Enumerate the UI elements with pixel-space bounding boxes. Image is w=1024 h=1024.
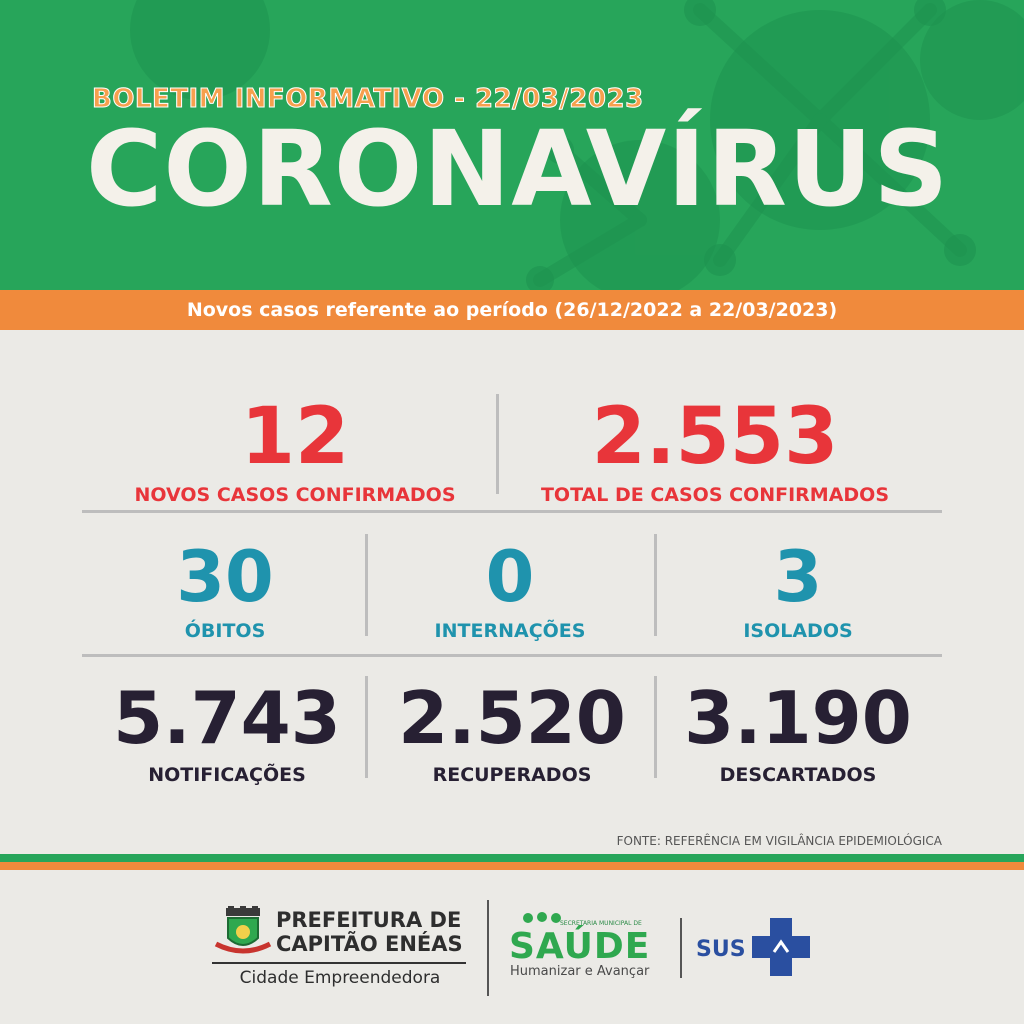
divider	[654, 676, 657, 778]
stat-label: NOVOS CASOS CONFIRMADOS	[134, 484, 456, 506]
coat-of-arms-icon	[214, 906, 272, 958]
stat-label: RECUPERADOS	[432, 764, 592, 786]
prefeitura-name	[276, 908, 463, 956]
stat-notifications	[98, 676, 356, 786]
saude-logo-text: SAÚDE	[509, 926, 651, 967]
stat-value: 30	[176, 536, 274, 618]
stat-value: 5.743	[113, 676, 341, 760]
green-stripe	[0, 854, 1024, 862]
stat-label: INTERNAÇÕES	[434, 620, 586, 642]
stat-deaths	[100, 536, 350, 642]
stat-value: 0	[485, 536, 535, 618]
orange-stripe	[0, 862, 1024, 870]
sus-logo-text: SUS	[696, 937, 746, 962]
stat-label: NOTIFICAÇÕES	[148, 764, 306, 786]
bulletin-heading: BOLETIM INFORMATIVO - 22/03/2023	[92, 84, 644, 114]
prefeitura-line2: CAPITÃO ENÉAS	[276, 932, 463, 956]
divider	[654, 534, 657, 636]
stat-recovered	[384, 676, 640, 786]
divider	[212, 962, 466, 964]
stat-value: 12	[240, 392, 350, 482]
stat-label: ÓBITOS	[184, 620, 266, 642]
divider	[365, 676, 368, 778]
stat-value: 3.190	[684, 676, 912, 760]
divider	[487, 900, 489, 996]
divider	[82, 654, 942, 657]
page-title: CORONAVÍRUS	[86, 108, 950, 230]
sus-cross-icon	[750, 916, 812, 978]
divider	[496, 394, 499, 494]
saude-tagline: Humanizar e Avançar	[510, 964, 650, 979]
prefeitura-slogan: Cidade Empreendedora	[239, 968, 441, 988]
stat-value: 2.553	[591, 392, 839, 482]
source-note: FONTE: REFERÊNCIA EM VIGILÂNCIA EPIDEMIOLÓGICA	[616, 834, 942, 848]
stat-total-cases	[510, 392, 920, 506]
stat-label: DESCARTADOS	[719, 764, 877, 786]
stat-isolated	[670, 536, 926, 642]
divider	[82, 510, 942, 513]
stat-discarded	[670, 676, 926, 786]
header-banner	[0, 0, 1024, 290]
stat-hospitalizations	[385, 536, 635, 642]
stat-new-cases	[100, 392, 490, 506]
stat-value: 3	[773, 536, 823, 618]
prefeitura-line1: PREFEITURA DE	[276, 908, 462, 932]
divider	[680, 918, 682, 978]
divider	[365, 534, 368, 636]
period-banner: Novos casos referente ao período (26/12/2022 a 22/03/2023)	[0, 290, 1024, 330]
stat-label: ISOLADOS	[743, 620, 853, 642]
saude-secretaria: SECRETARIA MUNICIPAL DE	[560, 920, 642, 927]
stat-label: TOTAL DE CASOS CONFIRMADOS	[540, 484, 890, 506]
stat-value: 2.520	[398, 676, 626, 760]
